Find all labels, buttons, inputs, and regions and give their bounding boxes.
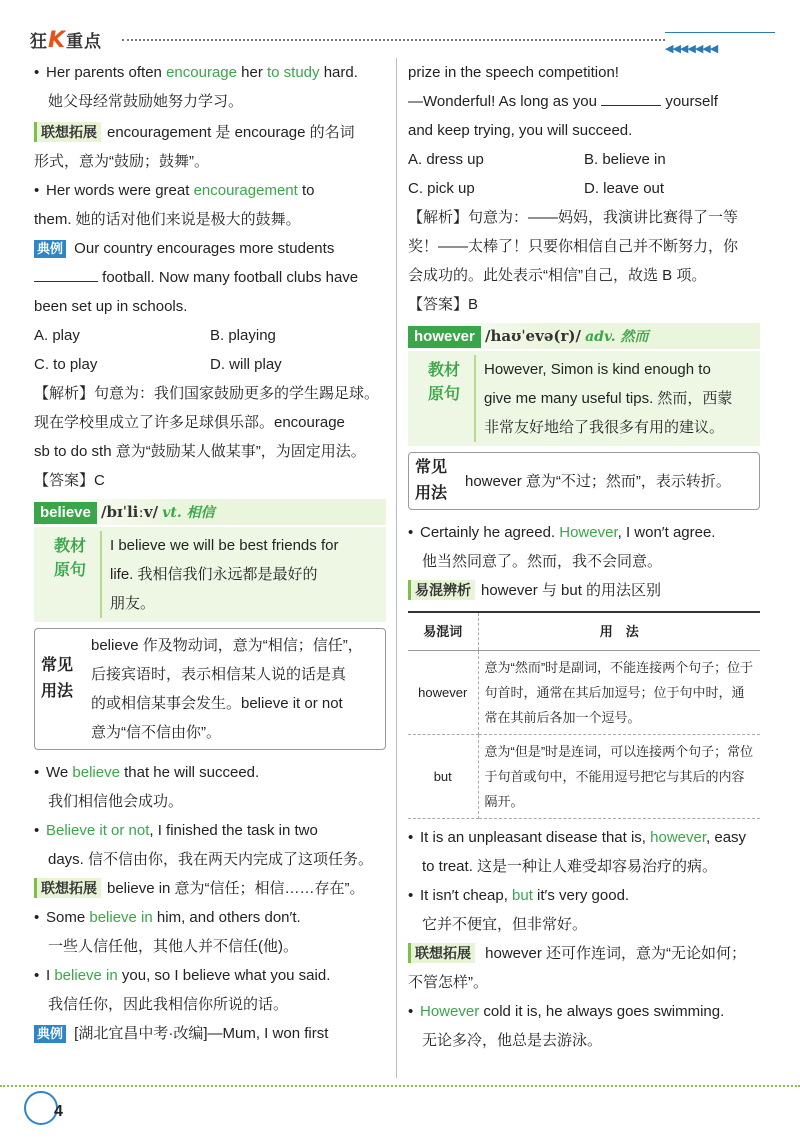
option: B. playing <box>210 327 276 344</box>
example-tag: 典例 <box>34 1025 66 1043</box>
example-translation: 我信任你，因此我相信你所说的话。 <box>48 996 289 1013</box>
option: B. believe in <box>584 151 666 168</box>
textbook-sentence: However, Simon is kind enough to give me many useful tips. 然而，西蒙 非常友好地给了我很多有用的建议。 <box>474 355 754 442</box>
comparison-table <box>408 611 760 819</box>
exercise-question: 典例 Our country encourages more students <box>34 234 386 263</box>
phonetic: /haʊˈevə(r)/ <box>485 327 581 345</box>
page-footer <box>0 1085 800 1144</box>
confusion-tag: 易混辨析 <box>408 580 475 600</box>
table-header: 用 法 <box>478 612 760 651</box>
example-translation: 她父母经常鼓励她努力学习。 <box>48 93 244 110</box>
table-header: 易混词 <box>408 612 478 651</box>
analysis: sb to do sth 意为“鼓励某人做某事”，为固定用法。 <box>34 443 366 460</box>
association-note: 联想拓展 encouragement 是 encourage 的名词 <box>34 118 386 147</box>
keyword: however <box>408 326 481 348</box>
example-sentence: • However cold it is, he always goes swimming. <box>408 997 760 1026</box>
textbook-label: 教材 原句 <box>427 362 460 403</box>
example-sentence: • Her words were great encouragement to <box>34 176 386 205</box>
option: D. will play <box>210 356 282 373</box>
column-divider <box>396 58 397 1078</box>
textbook-sentence: I believe we will be best friends for life. 我相信我们永远都是最好的 朋友。 <box>100 531 380 618</box>
keyword-header <box>408 323 760 349</box>
example-translation: 它并不便宜，但非常好。 <box>422 916 588 933</box>
keyword-header <box>34 499 386 525</box>
option: A. play <box>34 327 80 344</box>
answer-blank <box>601 92 661 106</box>
keyword: believe <box>34 502 97 524</box>
left-column <box>34 58 386 1048</box>
example-tag: 典例 <box>34 240 66 258</box>
option: C. pick up <box>408 180 475 197</box>
association-note-cont: 形式，意为“鼓励；鼓舞”。 <box>34 153 209 170</box>
page-number: 4 <box>54 1103 63 1120</box>
right-column <box>408 58 760 1055</box>
usage-box <box>34 628 386 750</box>
confusion-note: 易混辨析 however 与 but 的用法区别 <box>408 576 760 605</box>
analysis: 【解析】句意为：我们国家鼓励更多的学生踢足球。 <box>34 385 380 402</box>
table-cell-usage: 意为“然而”时是副词，不能连接两个句子；位于句首时，通常在其后加逗号；位于句中时，通常在其前后各加一个逗号。 <box>478 651 760 735</box>
part-of-speech: adv. 然而 <box>585 329 649 345</box>
example-translation: days. 信不信由你，我在两天内完成了这项任务。 <box>48 851 374 868</box>
exercise-question: 典例 [湖北宜昌中考·改编]—Mum, I won first <box>34 1019 386 1048</box>
association-note: 联想拓展 believe in 意为“信任；相信……存在”。 <box>34 874 386 903</box>
usage-box <box>408 452 760 510</box>
option: A. dress up <box>408 151 484 168</box>
part-of-speech: vt. 相信 <box>162 505 215 521</box>
option: C. to play <box>34 356 98 373</box>
example-sentence: • I believe in you, so I believe what you said. <box>34 961 386 990</box>
exercise-question-cont: football. Now many football clubs have <box>34 263 386 292</box>
table-row <box>408 735 760 819</box>
answer: 【答案】C <box>34 472 105 489</box>
table-cell-word: however <box>408 651 478 735</box>
textbook-sentence-box <box>408 351 760 446</box>
logo: 狂K重点 <box>30 28 103 53</box>
table-cell-word: but <box>408 735 478 819</box>
exercise-options <box>34 321 386 379</box>
balloon-icon <box>24 1091 58 1125</box>
analysis: 【解析】句意为：——妈妈，我演讲比赛得了一等 <box>408 209 739 226</box>
exercise-question-cont: prize in the speech competition! <box>408 64 619 81</box>
analysis: 会成功的。此处表示“相信”自己，故选 B 项。 <box>408 267 707 284</box>
page-header <box>30 24 775 54</box>
usage-label: 常见 用法 <box>41 657 74 700</box>
exercise-options <box>408 145 760 203</box>
usage-text: however 意为“不过；然而”，表示转折。 <box>465 473 731 490</box>
example-translation: 无论多冷，他总是去游泳。 <box>422 1032 603 1049</box>
textbook-label: 教材 原句 <box>53 538 86 579</box>
analysis: 现在学校里成立了许多足球俱乐部。encourage <box>34 414 345 431</box>
example-sentence: • Believe it or not, I finished the task in two <box>34 816 386 845</box>
example-translation: 一些人信任他，其他人并不信任(他)。 <box>48 938 298 955</box>
association-tag: 联想拓展 <box>34 122 101 142</box>
answer-blank <box>34 268 98 282</box>
example-sentence: • Her parents often encourage her to study hard. <box>34 58 386 87</box>
textbook-sentence-box <box>34 527 386 622</box>
table-row <box>408 651 760 735</box>
table-cell-usage: 意为“但是”时是连词，可以连接两个句子；常位于句首或句中，不能用逗号把它与其后的内容隔开。 <box>478 735 760 819</box>
exercise-question-cont: and keep trying, you will succeed. <box>408 122 633 139</box>
example-sentence: • It is an unpleasant disease that is, however, easy <box>408 823 760 852</box>
example-sentence: • Certainly he agreed. However, I won′t agree. <box>408 518 760 547</box>
usage-text: believe 作及物动词，意为“相信；信任”， 后接宾语时，表示相信某人说的话是真 的或相信某事会发生。believe it or not 意为“信不信由你”。 <box>91 637 363 741</box>
analysis: 奖！——太棒了！只要你相信自己并不断努力，你 <box>408 238 739 255</box>
phonetic: /bɪˈliːv/ <box>101 503 159 521</box>
example-translation: them. 她的话对他们来说是极大的鼓舞。 <box>34 211 301 228</box>
answer: 【答案】B <box>408 296 479 313</box>
footer-divider <box>0 1085 800 1087</box>
option: D. leave out <box>584 180 665 197</box>
association-note: 联想拓展 however 还可作连词，意为“无论如何； <box>408 939 760 968</box>
example-sentence: • It isn′t cheap, but it′s very good. <box>408 881 760 910</box>
example-translation: 他当然同意了。然而，我不会同意。 <box>422 553 663 570</box>
example-sentence: • Some believe in him, and others don′t. <box>34 903 386 932</box>
association-tag: 联想拓展 <box>34 878 101 898</box>
example-sentence: • We believe that he will succeed. <box>34 758 386 787</box>
association-note-cont: 不管怎样”。 <box>408 974 488 991</box>
usage-label: 常见 用法 <box>415 459 448 502</box>
header-decoration: ◀◀◀◀◀◀◀ <box>665 32 775 64</box>
example-translation: to treat. 这是一种让人难受却容易治疗的病。 <box>422 858 718 875</box>
exercise-question-cont: —Wonderful! As long as you yourself <box>408 93 718 110</box>
exercise-question-cont: been set up in schools. <box>34 298 188 315</box>
example-translation: 我们相信他会成功。 <box>48 793 184 810</box>
header-divider <box>122 39 665 41</box>
association-tag: 联想拓展 <box>408 943 475 963</box>
